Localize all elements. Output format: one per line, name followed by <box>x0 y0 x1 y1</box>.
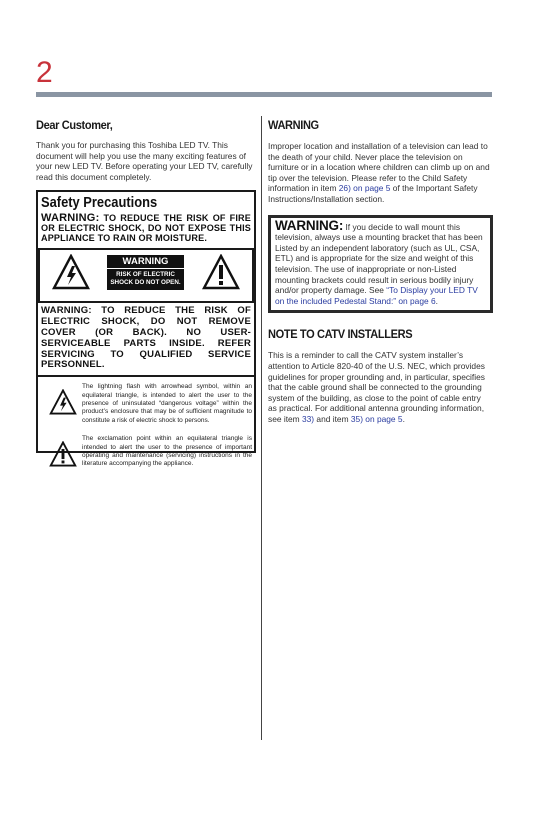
shock-label-panel <box>38 248 254 303</box>
warning-heading: WARNING <box>268 118 319 132</box>
pedestal-stand-link[interactable]: “To Display your LED TV on the included Pedestal Stand:” on page 6 <box>275 285 478 306</box>
safety-warning-text: TO REDUCE THE RISK OF FIRE OR ELECTRIC SHOCK, DO NOT EXPOSE THIS APPLIANCE TO RAIN OR MOISTURE. <box>41 213 251 244</box>
dear-customer-heading: Dear Customer, <box>36 118 113 132</box>
safety-warning <box>41 213 251 243</box>
label-text: RISK OF ELECTRIC SHOCK DO NOT OPEN. <box>110 271 181 287</box>
column-divider <box>261 116 262 740</box>
warning-para-text: Improper location and installation of a television can lead to the death of your child. Never place the television on furniture or in a location where children can climb up on and tip over the television. Please refer to the Child Safety information in item <box>268 141 490 194</box>
catv-text: This is a reminder to call the CATV system installer’s attention to Article 820-40 of the U.S. NEC, which provides guidelines for proper grounding and, in particular, specifies that the cable ground shall be connected to the grounding system of the building, as close to the point of cable entry as practical. For additional antenna grounding information, see item <box>268 350 485 424</box>
catv-paragraph <box>268 350 490 424</box>
safety-warning-lead: WARNING: <box>41 212 100 225</box>
item-33-link[interactable]: 33) <box>301 413 315 424</box>
safety-precautions-box <box>36 190 256 468</box>
header-rule <box>36 92 492 97</box>
label-warning: WARNING <box>107 255 184 269</box>
wall-mount-end: . <box>435 295 438 306</box>
exclamation-triangle-icon <box>202 254 240 290</box>
risk-of-shock-label <box>107 255 184 290</box>
exclamation-text: The exclamation point within an equilateral triangle is intended to alert the user to the presence of important operating and maintenance (servicing) instructions in the literature accompanying the appliance. <box>82 435 252 468</box>
catv-end: . <box>402 413 405 424</box>
lightning-symbol-icon <box>49 389 77 415</box>
lightning-triangle-icon <box>52 254 90 290</box>
intro-paragraph: Thank you for purchasing this Toshiba LED TV. This document will help you use the many exciting features of your new LED TV. Before operating your LED TV, carefully read this document completely. <box>36 140 253 182</box>
right-column <box>268 118 490 424</box>
wall-mount-warning-lead: WARNING: <box>275 217 344 233</box>
catv-mid: and item <box>314 413 351 424</box>
page-number: 2 <box>36 56 53 89</box>
exclamation-explanation <box>41 435 251 483</box>
item-35-link[interactable]: 35) on page 5 <box>350 413 403 424</box>
exclamation-symbol-icon <box>49 441 77 467</box>
left-column <box>36 118 254 468</box>
shock-warning-text: WARNING: TO REDUCE THE RISK OF ELECTRIC SHOCK, DO NOT REMOVE COVER (OR BACK). NO USER-SERVICEABLE PARTS INSIDE. REFER SERVICING TO QUALIFIED SERVICE PERSONNEL. <box>38 303 254 377</box>
catv-heading: NOTE TO CATV INSTALLERS <box>268 327 413 342</box>
lightning-explanation <box>41 383 251 431</box>
wall-mount-warning-box <box>268 215 493 314</box>
safety-title: Safety Precautions <box>41 194 158 212</box>
child-safety-link[interactable]: 26) on page 5 <box>338 183 391 194</box>
warning-para-end: of the Important Safety Instructions/Installation section. <box>268 183 478 204</box>
warning-paragraph <box>268 141 490 205</box>
lightning-text: The lightning flash with arrowhead symbol, within an equilateral triangle, is intended to alert the user to the presence of uninsulated “dangerous voltage” within the product’s enclosure that may be of sufficient magnitude to constitute a risk of electric shock to persons. <box>82 383 252 424</box>
wall-mount-warning-text: If you decide to wall mount this television, always use a mounting bracket that has been Listed by an independent laboratory (such as UL, CSA, ETL) and is appropriate for the size and weight of this television. The use of inappropriate or non-Listed mounting brackets could result in serious bodily injury and/or property damage. See <box>275 221 483 296</box>
